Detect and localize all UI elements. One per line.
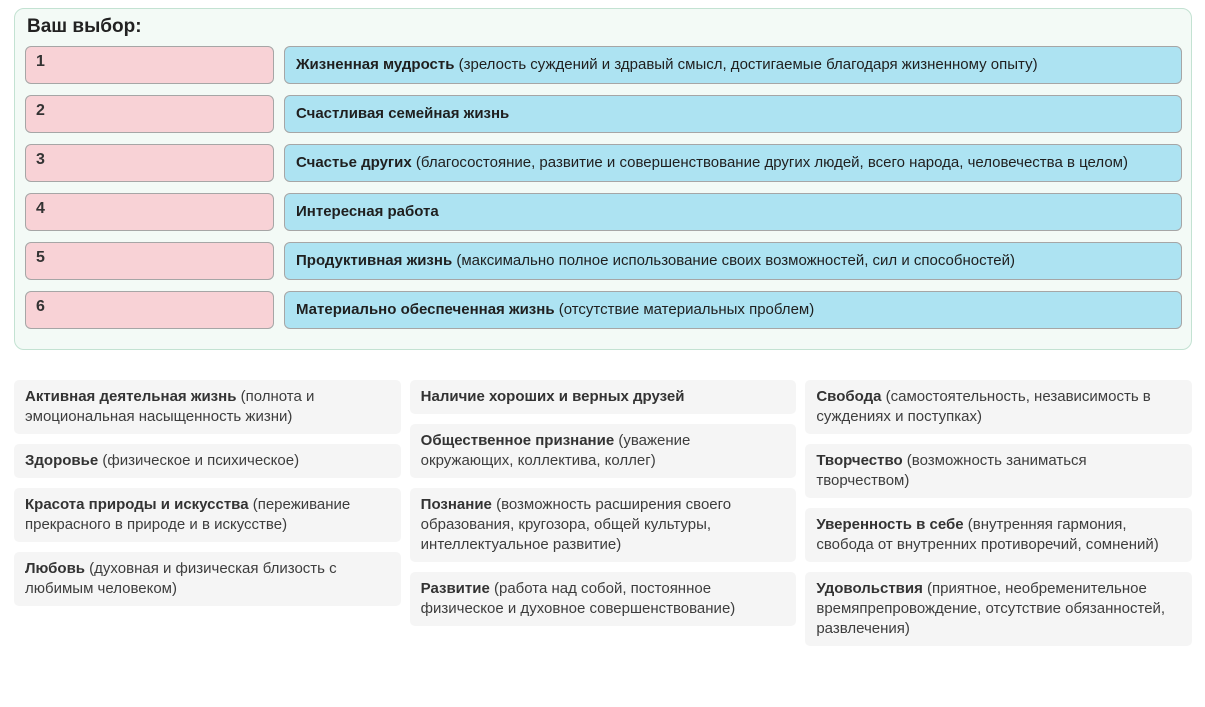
value-title: Интересная работа <box>296 203 439 220</box>
value-card-5[interactable] <box>284 242 1182 280</box>
item-title: Любовь <box>25 560 86 577</box>
rank-slot-5[interactable] <box>25 242 274 280</box>
rank-number: 3 <box>36 151 45 168</box>
rank-number: 6 <box>36 298 45 315</box>
item-title: Развитие <box>420 580 490 597</box>
rank-slot-2[interactable] <box>25 95 274 133</box>
your-choice-panel <box>14 8 1192 350</box>
value-card-4[interactable] <box>284 193 1182 231</box>
pool-item-knowledge[interactable] <box>410 488 797 562</box>
item-title: Общественное признание <box>420 432 615 449</box>
item-title: Свобода <box>816 388 882 405</box>
item-title: Познание <box>420 496 492 513</box>
pool-column-1 <box>14 380 401 646</box>
pool-item-confidence[interactable] <box>805 508 1192 562</box>
pool-column-2 <box>410 380 797 646</box>
choice-row-6 <box>25 291 1182 329</box>
value-title: Счастливая семейная жизнь <box>296 105 510 122</box>
value-desc: (благосостояние, развитие и совершенствование других людей, всего народа, человечества в целом) <box>411 154 1128 171</box>
pool-item-creativity[interactable] <box>805 444 1192 498</box>
item-desc: (полнота и эмоциональная насыщенность жизни) <box>25 388 315 425</box>
pool-item-friends[interactable] <box>410 380 797 414</box>
choice-row-3 <box>25 144 1182 182</box>
item-desc: (уважение окружающих, коллектива, коллег) <box>420 432 691 469</box>
item-title: Наличие хороших и верных друзей <box>420 388 685 405</box>
rank-slot-1[interactable] <box>25 46 274 84</box>
pool-item-health[interactable] <box>14 444 401 478</box>
item-title: Уверенность в себе <box>816 516 964 533</box>
choice-row-2 <box>25 95 1182 133</box>
ranked-rows <box>25 46 1182 329</box>
rank-number: 1 <box>36 53 45 70</box>
item-desc: (переживание прекрасного в природе и в искусстве) <box>25 496 351 533</box>
item-desc: (возможность заниматься творчеством) <box>816 452 1087 489</box>
value-card-6[interactable] <box>284 291 1182 329</box>
pool-column-3 <box>805 380 1192 646</box>
rank-number: 5 <box>36 249 45 266</box>
pool-item-active-life[interactable] <box>14 380 401 434</box>
item-desc: (духовная и физическая близость с любимым человеком) <box>25 560 337 597</box>
item-title: Удовольствия <box>816 580 923 597</box>
choice-row-1 <box>25 46 1182 84</box>
value-title: Счастье других <box>296 154 412 171</box>
rank-slot-3[interactable] <box>25 144 274 182</box>
value-card-3[interactable] <box>284 144 1182 182</box>
value-options-pool <box>14 380 1192 646</box>
value-title: Жизненная мудрость <box>296 56 455 73</box>
choice-row-5 <box>25 242 1182 280</box>
item-title: Творчество <box>816 452 903 469</box>
item-title: Активная деятельная жизнь <box>25 388 237 405</box>
item-desc: (работа над собой, постоянное физическое и духовное совершенствование) <box>420 580 736 617</box>
value-desc: (отсутствие материальных проблем) <box>554 301 815 318</box>
value-card-2[interactable] <box>284 95 1182 133</box>
item-desc: (физическое и психическое) <box>98 452 300 469</box>
value-desc: (зрелость суждений и здравый смысл, достигаемые благодаря жизненному опыту) <box>454 56 1038 73</box>
rank-slot-4[interactable] <box>25 193 274 231</box>
rank-slot-6[interactable] <box>25 291 274 329</box>
value-desc: (максимально полное использование своих возможностей, сил и способностей) <box>452 252 1015 269</box>
choice-row-4 <box>25 193 1182 231</box>
item-desc: (приятное, необременительное времяпрепровождение, отсутствие обязанностей, развлечения) <box>816 580 1166 637</box>
pool-item-freedom[interactable] <box>805 380 1192 434</box>
item-desc: (возможность расширения своего образования, кругозора, общей культуры, интеллектуальное развитие) <box>420 496 732 553</box>
value-title: Продуктивная жизнь <box>296 252 453 269</box>
rank-number: 4 <box>36 200 45 217</box>
pool-item-love[interactable] <box>14 552 401 606</box>
item-title: Красота природы и искусства <box>25 496 249 513</box>
value-card-1[interactable] <box>284 46 1182 84</box>
rank-number: 2 <box>36 102 45 119</box>
pool-item-beauty[interactable] <box>14 488 401 542</box>
pool-item-development[interactable] <box>410 572 797 626</box>
value-title: Материально обеспеченная жизнь <box>296 301 555 318</box>
item-desc: (самостоятельность, независимость в суждениях и поступках) <box>816 388 1151 425</box>
item-title: Здоровье <box>25 452 99 469</box>
panel-title: Ваш выбор: <box>27 16 142 37</box>
pool-item-pleasures[interactable] <box>805 572 1192 646</box>
item-desc: (внутренняя гармония, свобода от внутренних противоречий, сомнений) <box>816 516 1159 553</box>
pool-item-recognition[interactable] <box>410 424 797 478</box>
